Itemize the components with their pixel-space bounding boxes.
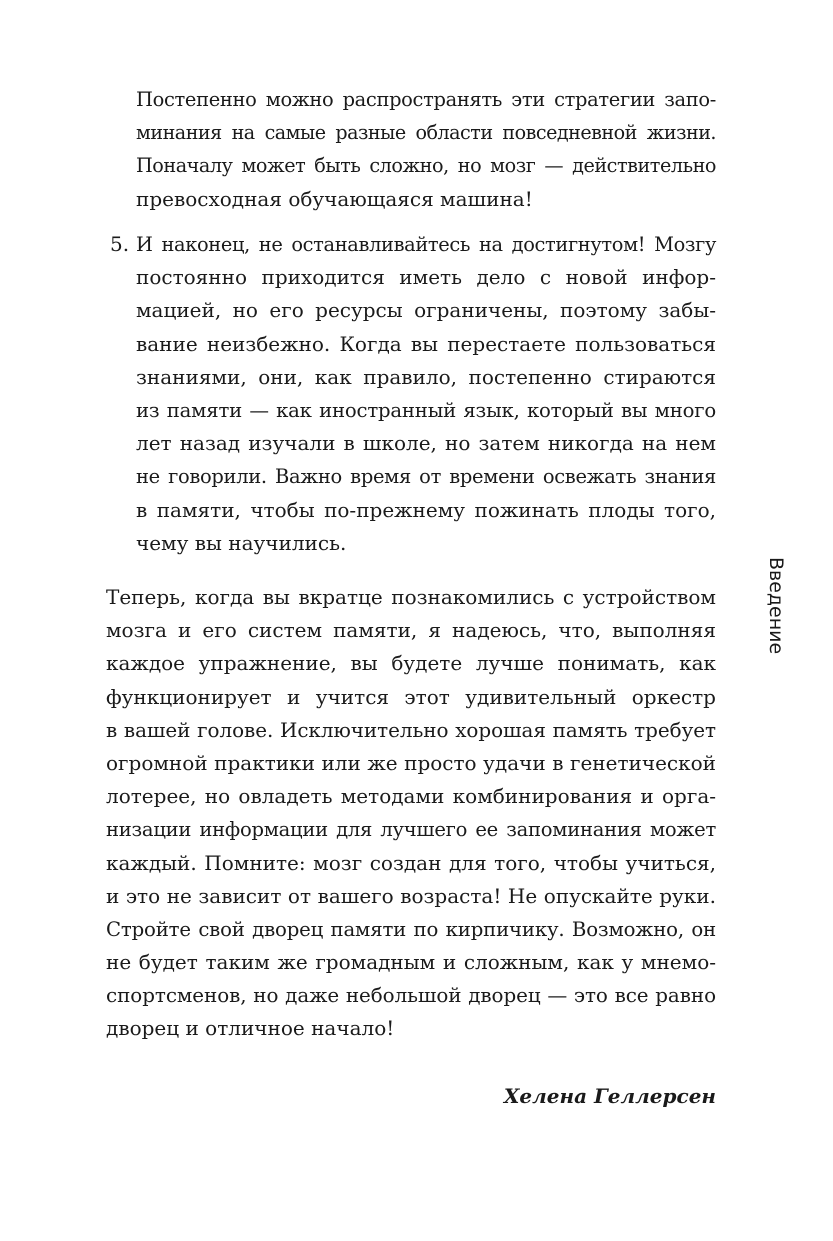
text-line: Стройте свой дворец памяти по кирпичику. Возможно, он xyxy=(106,917,716,941)
list-item-body xyxy=(136,228,716,560)
text-line: и это не зависит от вашего возраста! Не опускайте руки. xyxy=(106,883,716,908)
text-line: чему вы научились. xyxy=(136,530,347,555)
text-line: постоянно приходится иметь дело с новой инфор- xyxy=(136,265,716,290)
author-signature: Хелена Геллерсен xyxy=(503,1084,716,1108)
text-line: дворец и отличное начало! xyxy=(106,1016,395,1041)
text-line: минания на самые разные области повседневной жизни. xyxy=(136,121,716,145)
text-line: Поначалу может быть сложно, но мозг — действительно xyxy=(136,154,716,178)
text-line: каждый. Помните: мозг создан для того, чтобы учиться, xyxy=(106,850,716,875)
text-line: мацией, но его ресурсы ограничены, поэтому забы- xyxy=(136,298,716,323)
text-line: лет назад изучали в школе, но затем никогда на нем xyxy=(136,431,716,456)
continuation-paragraph xyxy=(136,83,716,216)
text-line: спортсменов, но даже небольшой дворец — это все равно xyxy=(106,984,716,1008)
text-line: И наконец, не останавливайтесь на достигнутом! Мозгу xyxy=(136,233,716,256)
text-line: не будет таким же громадным и сложным, как у мнемо- xyxy=(106,950,716,975)
text-line: в вашей голове. Исключительно хорошая память требует xyxy=(106,718,716,742)
text-line: знаниями, они, как правило, постепенно стираются xyxy=(136,364,716,389)
running-head: Введение xyxy=(765,557,787,655)
list-item-number: 5. xyxy=(110,232,130,256)
main-paragraph xyxy=(106,581,716,1046)
text-line: низации информации для лучшего ее запоминания может xyxy=(106,818,716,842)
text-line: вание неизбежно. Когда вы перестаете пользоваться xyxy=(136,331,716,356)
text-line: мозга и его систем памяти, я надеюсь, что, выполняя xyxy=(106,618,716,643)
text-line: в памяти, чтобы по-прежнему пожинать плоды того, xyxy=(136,497,716,522)
text-line: Теперь, когда вы вкратце познакомились с устройством xyxy=(106,585,716,609)
text-line: превосходная обучающаяся машина! xyxy=(136,186,533,211)
text-line: не говорили. Важно время от времени освежать знания xyxy=(136,465,716,489)
text-line: лотерее, но овладеть методами комбинирования и орга- xyxy=(106,784,716,809)
text-line: функционирует и учится этот удивительный оркестр xyxy=(106,684,716,709)
text-line: огромной практики или же просто удачи в генетической xyxy=(106,750,716,775)
text-line: каждое упражнение, вы будете лучше понимать, как xyxy=(106,651,716,676)
text-line: Постепенно можно распространять эти стратегии запо- xyxy=(136,88,716,111)
text-line: из памяти — как иностранный язык, который вы много xyxy=(136,398,716,422)
